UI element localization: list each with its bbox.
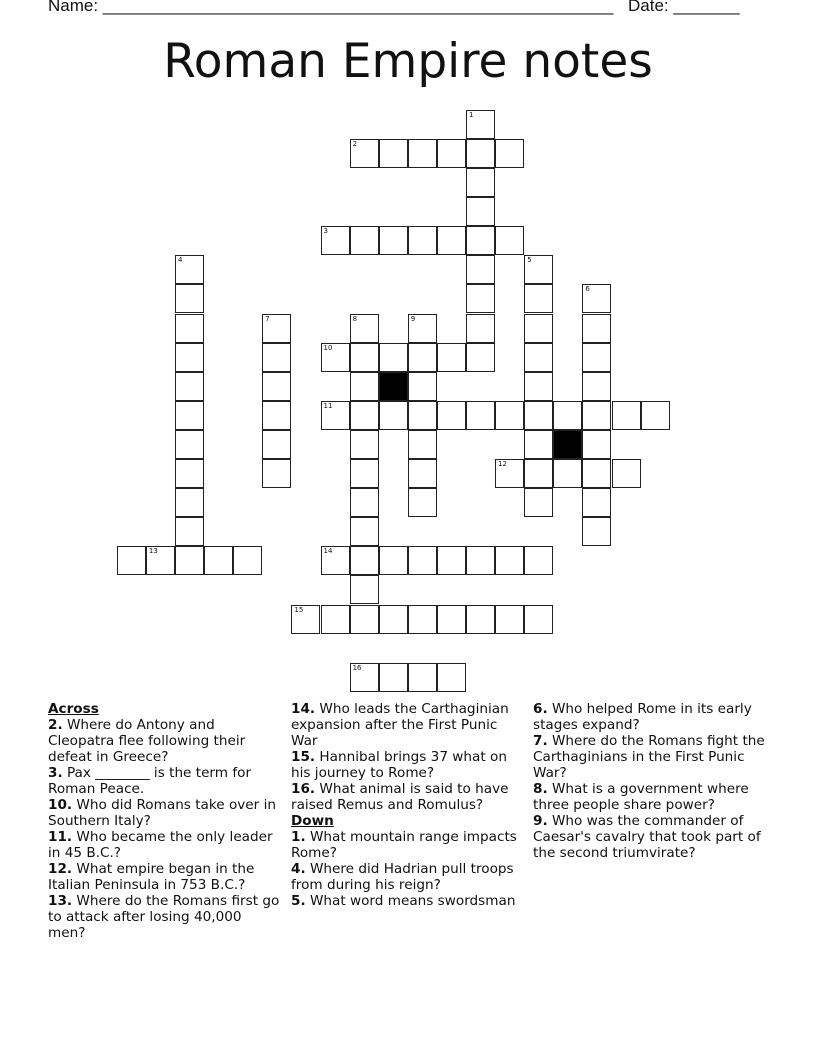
crossword-cell[interactable] bbox=[175, 314, 204, 343]
clue-number: 1 bbox=[469, 110, 474, 119]
crossword-cell[interactable] bbox=[553, 459, 582, 488]
clue-number: 16 bbox=[352, 663, 362, 672]
across-clue: 11. Who became the only leader in 45 B.C.? bbox=[48, 829, 273, 861]
crossword-cell[interactable] bbox=[350, 488, 379, 517]
crossword-cell[interactable] bbox=[582, 488, 611, 517]
crossword-cell[interactable] bbox=[408, 139, 437, 168]
crossword-cell[interactable] bbox=[350, 343, 379, 372]
across-clue: 16. What animal is said to have raised Remus and Romulus? bbox=[291, 781, 509, 813]
crossword-cell[interactable] bbox=[466, 168, 495, 197]
crossword-cell[interactable] bbox=[466, 139, 495, 168]
crossword-cell[interactable] bbox=[291, 605, 320, 634]
across-clue: 12. What empire began in the Italian Peninsula in 753 B.C.? bbox=[48, 861, 255, 893]
crossword-cell[interactable] bbox=[408, 488, 437, 517]
crossword-cell[interactable] bbox=[582, 343, 611, 372]
crossword-cell[interactable] bbox=[408, 663, 437, 692]
crossword-cell[interactable] bbox=[408, 459, 437, 488]
crossword-cell[interactable] bbox=[495, 605, 524, 634]
crossword-cell[interactable] bbox=[466, 255, 495, 284]
crossword-cell[interactable] bbox=[466, 546, 495, 575]
crossword-cell[interactable] bbox=[524, 343, 553, 372]
crossword-cell[interactable] bbox=[350, 663, 379, 692]
crossword-cell[interactable] bbox=[524, 430, 553, 459]
across-heading: Across bbox=[48, 701, 99, 717]
crossword-cell[interactable] bbox=[524, 284, 553, 313]
crossword-cell[interactable] bbox=[495, 459, 524, 488]
crossword-cell[interactable] bbox=[408, 343, 437, 372]
crossword-cell[interactable] bbox=[175, 401, 204, 430]
crossword-cell[interactable] bbox=[262, 459, 291, 488]
clue-number: 5 bbox=[527, 256, 532, 265]
clue-number: 15 bbox=[294, 605, 304, 614]
crossword-cell[interactable] bbox=[262, 401, 291, 430]
crossword-cell[interactable] bbox=[612, 401, 641, 430]
down-clue: 7. Where do the Romans fight the Carthaginians in the First Punic War? bbox=[533, 733, 765, 781]
crossword-cell[interactable] bbox=[408, 546, 437, 575]
crossword-cell[interactable] bbox=[495, 139, 524, 168]
crossword-cell[interactable] bbox=[321, 605, 350, 634]
page-title: Roman Empire notes bbox=[163, 34, 653, 89]
clue-number: 2 bbox=[352, 139, 358, 148]
crossword-cell[interactable] bbox=[379, 401, 408, 430]
crossword-cell[interactable] bbox=[408, 401, 437, 430]
crossword-cell[interactable] bbox=[262, 430, 291, 459]
crossword-cell[interactable] bbox=[582, 401, 611, 430]
crossword-cell[interactable] bbox=[582, 372, 611, 401]
crossword-cell[interactable] bbox=[350, 575, 379, 604]
across-clue: 14. Who leads the Carthaginian expansion after the First Punic War bbox=[291, 701, 509, 749]
crossword-cell[interactable] bbox=[553, 401, 582, 430]
crossword-cell[interactable] bbox=[233, 546, 262, 575]
crossword-cell[interactable] bbox=[117, 546, 146, 575]
name-field-label: Name: ______________________________________________________ bbox=[48, 0, 614, 15]
crossword-cell[interactable] bbox=[175, 488, 204, 517]
crossword-cell[interactable] bbox=[175, 517, 204, 546]
crossword-cell[interactable] bbox=[262, 314, 291, 343]
clue-number: 14 bbox=[323, 547, 333, 556]
clue-number: 13 bbox=[148, 547, 158, 556]
crossword-cell[interactable] bbox=[495, 226, 524, 255]
crossword-cell[interactable] bbox=[466, 226, 495, 255]
crossword-cell[interactable] bbox=[524, 605, 553, 634]
crossword-cell[interactable] bbox=[612, 459, 641, 488]
crossword-cell[interactable] bbox=[379, 605, 408, 634]
date-field-label: Date: _______ bbox=[628, 0, 740, 15]
crossword-cell[interactable] bbox=[524, 372, 553, 401]
down-clue: 6. Who helped Rome in its early stages expand? bbox=[533, 701, 752, 733]
crossword-cell[interactable] bbox=[524, 459, 553, 488]
crossword-cell[interactable] bbox=[321, 226, 350, 255]
crossword-cell[interactable] bbox=[262, 372, 291, 401]
crossword-cell[interactable] bbox=[437, 605, 466, 634]
crossword-cell[interactable] bbox=[350, 401, 379, 430]
crossword-cell[interactable] bbox=[175, 284, 204, 313]
crossword-cell[interactable] bbox=[408, 372, 437, 401]
crossword-cell[interactable] bbox=[175, 372, 204, 401]
crossword-cell[interactable] bbox=[321, 401, 350, 430]
crossword-cell[interactable] bbox=[175, 546, 204, 575]
clue-number: 8 bbox=[352, 314, 358, 323]
crossword-black-cell bbox=[553, 430, 582, 459]
crossword-cell[interactable] bbox=[582, 314, 611, 343]
crossword-cell[interactable] bbox=[379, 546, 408, 575]
crossword-cell[interactable] bbox=[582, 517, 611, 546]
crossword-cell[interactable] bbox=[437, 139, 466, 168]
crossword-cell[interactable] bbox=[408, 430, 437, 459]
clue-number: 12 bbox=[498, 460, 508, 468]
clue-number: 4 bbox=[178, 256, 183, 265]
crossword-cell[interactable] bbox=[524, 546, 553, 575]
clues-column-3 bbox=[533, 701, 773, 861]
clue-number: 10 bbox=[323, 343, 333, 352]
crossword-cell[interactable] bbox=[379, 343, 408, 372]
across-clue: 10. Who did Romans take over in Southern Italy? bbox=[48, 797, 276, 829]
crossword-cell[interactable] bbox=[437, 226, 466, 255]
crossword-cell[interactable] bbox=[408, 605, 437, 634]
crossword-black-cell bbox=[379, 372, 408, 401]
crossword-cell[interactable] bbox=[524, 488, 553, 517]
crossword-cell[interactable] bbox=[466, 284, 495, 313]
crossword-cell[interactable] bbox=[175, 255, 204, 284]
crossword-cell[interactable] bbox=[321, 343, 350, 372]
crossword-cell[interactable] bbox=[350, 605, 379, 634]
crossword-cell[interactable] bbox=[641, 401, 670, 430]
crossword-cell[interactable] bbox=[175, 430, 204, 459]
crossword-cell[interactable] bbox=[466, 197, 495, 226]
crossword-cell[interactable] bbox=[524, 255, 553, 284]
crossword-cell[interactable] bbox=[350, 517, 379, 546]
crossword-cell[interactable] bbox=[582, 459, 611, 488]
clue-number: 11 bbox=[323, 401, 333, 410]
crossword-cell[interactable] bbox=[437, 663, 466, 692]
crossword-cell[interactable] bbox=[495, 401, 524, 430]
down-clue: 1. What mountain range impacts Rome? bbox=[291, 829, 517, 861]
crossword-cell[interactable] bbox=[175, 459, 204, 488]
down-clue: 5. What word means swordsman bbox=[291, 893, 516, 909]
crossword-cell[interactable] bbox=[466, 401, 495, 430]
crossword-cell[interactable] bbox=[524, 401, 553, 430]
crossword-cell[interactable] bbox=[350, 546, 379, 575]
crossword-cell[interactable] bbox=[350, 314, 379, 343]
crossword-cell[interactable] bbox=[582, 430, 611, 459]
crossword-cell[interactable] bbox=[495, 546, 524, 575]
crossword-cell[interactable] bbox=[524, 314, 553, 343]
clue-number: 7 bbox=[265, 314, 270, 323]
crossword-cell[interactable] bbox=[204, 546, 233, 575]
across-clue: 15. Hannibal brings 37 what on his journey to Rome? bbox=[291, 749, 507, 781]
down-clue: 8. What is a government where three people share power? bbox=[533, 781, 749, 813]
crossword-cell[interactable] bbox=[437, 401, 466, 430]
crossword-cell[interactable] bbox=[350, 459, 379, 488]
crossword-cell[interactable] bbox=[466, 314, 495, 343]
clue-number: 3 bbox=[323, 227, 328, 236]
crossword-cell[interactable] bbox=[321, 546, 350, 575]
crossword-cell[interactable] bbox=[466, 605, 495, 634]
crossword-cell[interactable] bbox=[408, 314, 437, 343]
across-clue: 2. Where do Antony and Cleopatra flee following their defeat in Greece? bbox=[48, 717, 246, 765]
down-clue: 4. Where did Hadrian pull troops from during his reign? bbox=[291, 861, 514, 893]
crossword-cell[interactable] bbox=[379, 663, 408, 692]
clues-column-1 bbox=[48, 701, 283, 941]
clue-number: 6 bbox=[585, 285, 590, 294]
crossword-cell[interactable] bbox=[408, 226, 437, 255]
crossword-cell[interactable] bbox=[350, 139, 379, 168]
crossword-cell[interactable] bbox=[175, 343, 204, 372]
crossword-cell[interactable] bbox=[466, 343, 495, 372]
down-heading: Down bbox=[291, 813, 334, 829]
crossword-cell[interactable] bbox=[379, 226, 408, 255]
crossword-cell[interactable] bbox=[262, 343, 291, 372]
crossword-cell[interactable] bbox=[350, 372, 379, 401]
across-clue: 13. Where do the Romans first go to attack after losing 40,000 men? bbox=[48, 893, 280, 941]
clue-number: 9 bbox=[410, 314, 416, 323]
crossword-cell[interactable] bbox=[437, 343, 466, 372]
crossword-cell[interactable] bbox=[466, 110, 495, 139]
crossword-cell[interactable] bbox=[582, 284, 611, 313]
crossword-cell[interactable] bbox=[146, 546, 175, 575]
crossword-cell[interactable] bbox=[350, 226, 379, 255]
crossword-cell[interactable] bbox=[350, 430, 379, 459]
down-clue: 9. Who was the commander of Caesar's cavalry that took part of the second triumvirate? bbox=[533, 813, 761, 861]
crossword-cell[interactable] bbox=[437, 546, 466, 575]
across-clue: 3. Pax ________ is the term for Roman Peace. bbox=[48, 765, 252, 797]
crossword-cell[interactable] bbox=[379, 139, 408, 168]
clues-column-2 bbox=[291, 701, 526, 909]
